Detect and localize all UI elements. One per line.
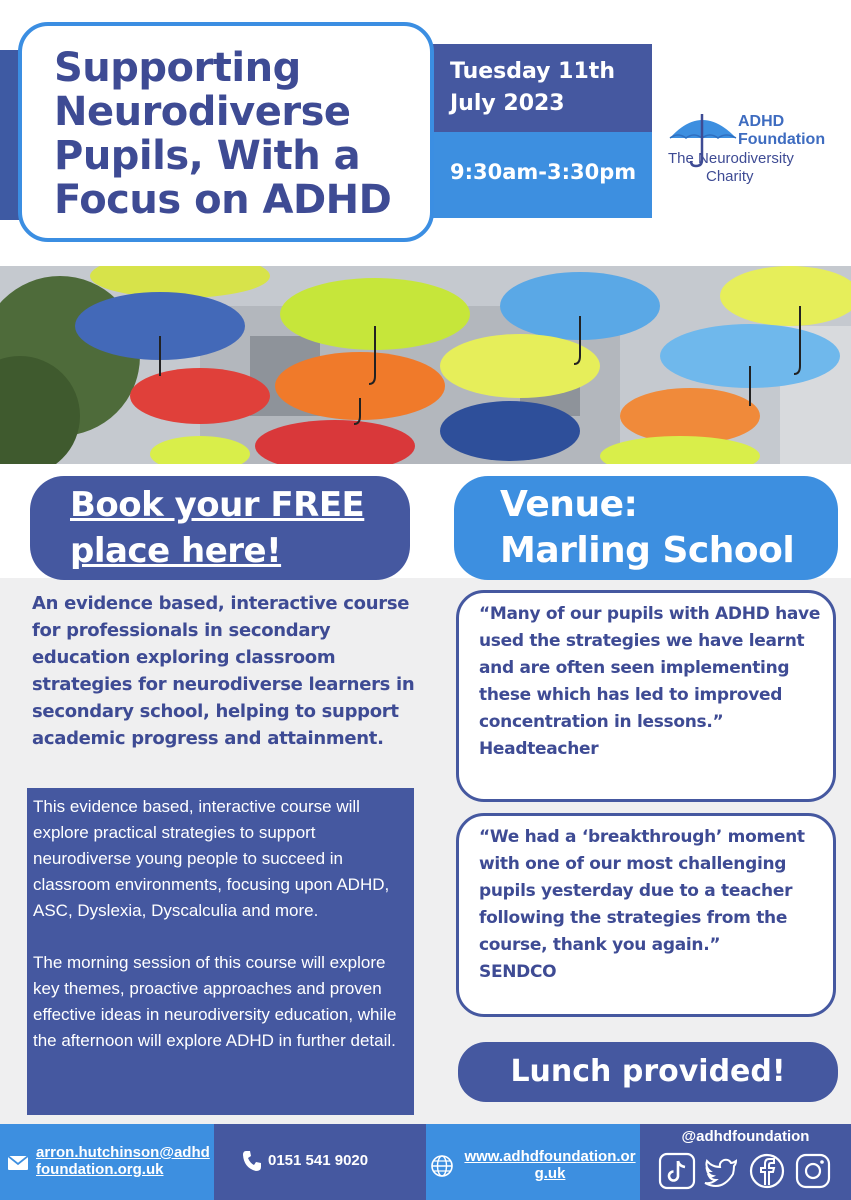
logo-text-foundation: Foundation (738, 131, 826, 148)
testimonial-card (456, 590, 836, 802)
email-link[interactable]: arron.hutchinson@adhdfoundation.org.uk (36, 1144, 210, 1178)
description-paragraph: This evidence based, interactive course will explore practical strategies to support neurodiverse young people to succeed in classroom environments, focusing upon ADHD, ASC, Dyslexia, Dyscalculia and more. (33, 797, 390, 920)
book-line: Book your FREE (70, 485, 365, 525)
course-intro: An evidence based, interactive course for professionals in secondary education exploring classroom strategies for neurodiverse learners in secondary school, helping to support academic progress and attainment. (32, 593, 415, 749)
page-title (54, 46, 410, 222)
title-card (18, 22, 434, 242)
title-line: Pupils, With a (54, 133, 361, 179)
twitter-icon[interactable] (702, 1152, 740, 1190)
venue-line: Venue: (500, 484, 638, 525)
book-place-link[interactable] (70, 482, 410, 574)
website-link[interactable]: www.adhdfoundation.org.uk (464, 1148, 636, 1182)
phone-number[interactable]: 0151 541 9020 (268, 1152, 369, 1169)
event-date (450, 56, 640, 120)
event-time: 9:30am-3:30pm (450, 160, 637, 184)
tiktok-icon[interactable] (658, 1152, 696, 1190)
testimonial-text: “We had a ‘breakthrough’ moment with one of our most challenging pupils yesterday due to a teacher following the strategies from the course, thank you again.” (479, 827, 805, 955)
date-line: July 2023 (450, 91, 565, 116)
venue-banner (454, 476, 838, 580)
email-icon (8, 1156, 28, 1170)
book-line: place here! (70, 531, 282, 571)
title-line: Focus on ADHD (54, 177, 392, 223)
testimonial-text: “Many of our pupils with ADHD have used the strategies we have learnt and are often seen implementing these which has led to improved concentration in lessons.” (479, 604, 821, 732)
testimonial-card (456, 813, 836, 1017)
social-handle[interactable]: @adhdfoundation (681, 1128, 810, 1145)
description-paragraph: The morning session of this course will explore key themes, proactive approaches and proven effective ideas in neurodiversity education, while the afternoon will explore ADHD in further detail. (33, 953, 397, 1050)
title-line: Neurodiverse (54, 89, 351, 135)
umbrellas-photo (0, 266, 851, 464)
title-line: Supporting (54, 45, 301, 91)
logo-text-charity: Charity (706, 168, 754, 185)
lunch-banner: Lunch provided! (458, 1042, 838, 1102)
globe-icon (430, 1154, 454, 1178)
course-description (27, 788, 414, 1115)
date-line: Tuesday 11th (450, 59, 615, 84)
testimonial-author: SENDCO (479, 962, 557, 982)
venue-line: Marling School (500, 530, 795, 571)
logo-text-adhd: ADHD (738, 113, 785, 130)
testimonial-author: Headteacher (479, 739, 599, 759)
venue-text (500, 482, 838, 574)
logo-text-neurodiversity: The Neurodiversity (668, 150, 794, 167)
instagram-icon[interactable] (794, 1152, 832, 1190)
facebook-icon[interactable] (748, 1152, 786, 1190)
phone-icon (242, 1150, 262, 1172)
book-place-button[interactable] (30, 476, 410, 580)
